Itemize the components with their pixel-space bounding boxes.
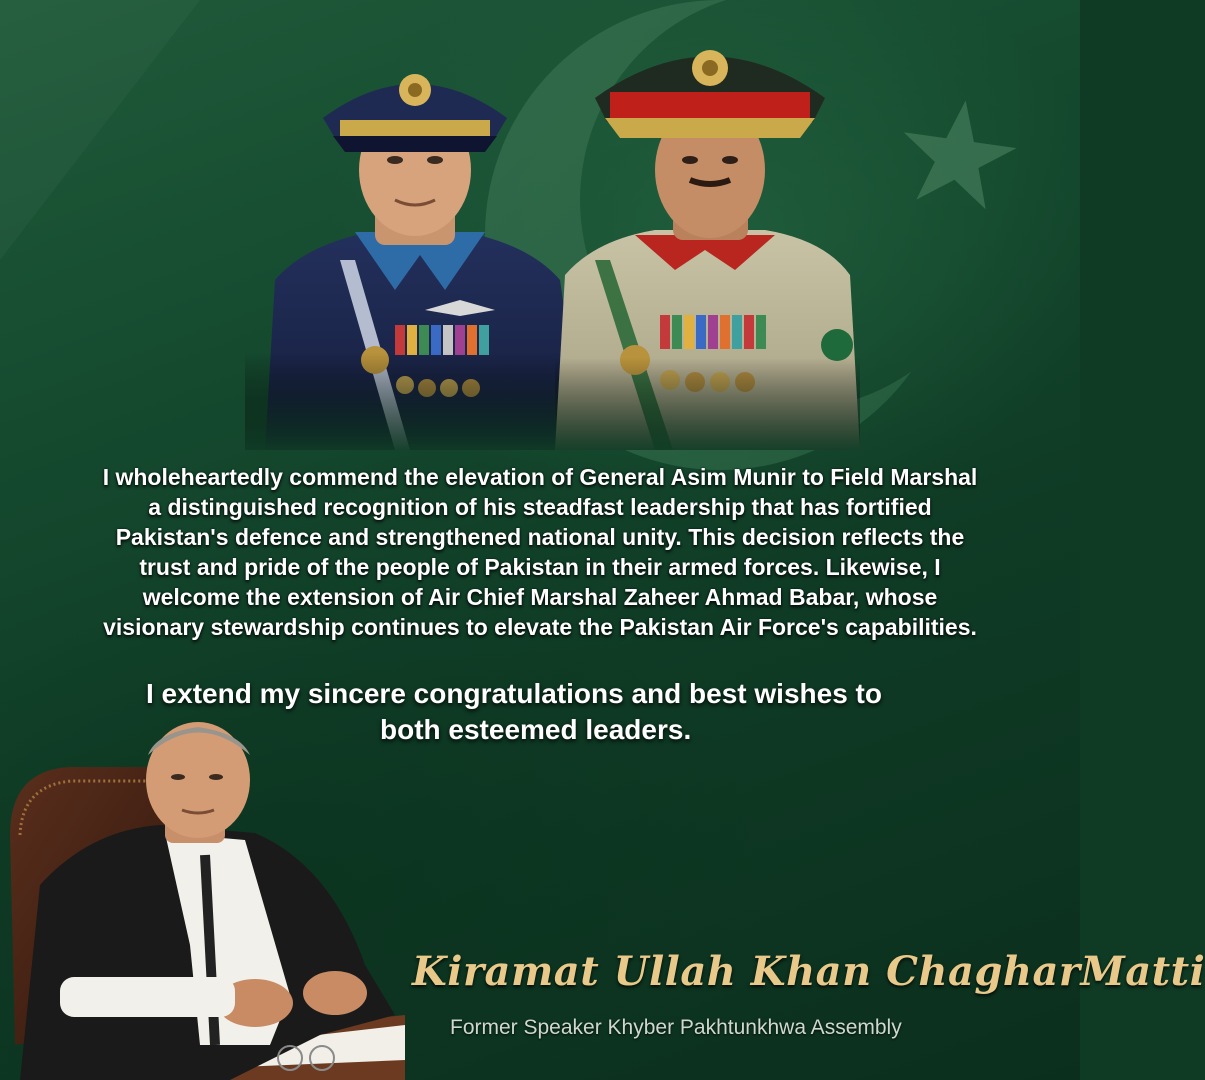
statement-line: I wholeheartedly commend the elevation of General Asim Munir to Field Marshal [102,464,978,490]
signatory-designation: Former Speaker Khyber Pakhtunkhwa Assembly [450,1016,902,1039]
signatory-name: Kiramat Ullah Khan ChagharMatti [412,948,1205,995]
statement-line: Pakistan's defence and strengthened national unity. This decision reflects the [115,524,965,550]
signatory-portrait [0,715,405,1080]
statement-line: welcome the extension of Air Chief Marshal Zaheer Ahmad Babar, whose [142,584,938,610]
statement-line: trust and pride of the people of Pakistan in their armed forces. Likewise, I [139,554,941,580]
congratulations-line: both esteemed leaders. [380,714,692,745]
army-chief-portrait [555,30,860,450]
congratulations-line: I extend my sincere congratulations and best wishes to [146,678,882,709]
statement-paragraph [20,462,1060,642]
air-chief-portrait [245,60,590,450]
statement-line: visionary stewardship continues to elevate the Pakistan Air Force's capabilities. [103,614,977,640]
statement-line: a distinguished recognition of his steadfast leadership that has fortified [148,494,932,520]
